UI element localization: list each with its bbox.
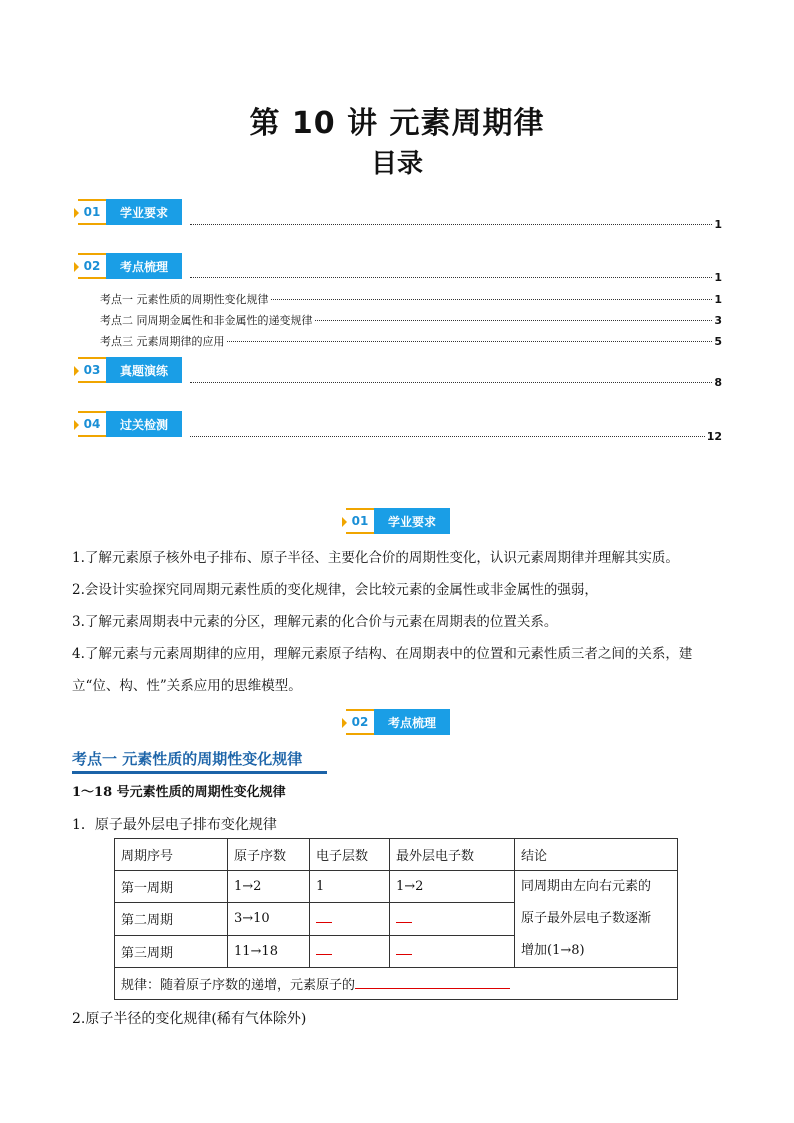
table-cell <box>390 903 515 935</box>
point-heading: 考点一 元素性质的周期性变化规律 <box>72 750 303 768</box>
toc-page: 1 <box>714 218 722 231</box>
fill-blank[interactable] <box>316 911 332 923</box>
table-header-cell: 原子序数 <box>228 839 310 871</box>
toc-subentry-label: 考点一 元素性质的周期性变化规律 <box>100 293 269 306</box>
toc-badge-final-check[interactable] <box>78 411 182 437</box>
toc-subentry-label: 考点三 元素周期律的应用 <box>100 335 225 348</box>
requirement-item: 1.了解元素原子核外电子排布、原子半径、主要化合价的周期性变化，认识元素周期律并理解其实质。 <box>72 550 679 566</box>
section-badge-review <box>346 709 450 735</box>
toc-page: 1 <box>714 271 722 284</box>
toc-heading: 目录 <box>370 149 423 179</box>
badge-label: 学业要求 <box>374 508 450 534</box>
electron-arrangement-table <box>114 838 678 1000</box>
requirement-item: 3.了解元素周期表中元素的分区，理解元素的化合价与元素在周期表的位置关系。 <box>72 614 558 630</box>
toc-subentry-label: 考点二 同周期金属性和非金属性的递变规律 <box>100 314 313 327</box>
badge-number: 04 <box>78 411 106 437</box>
badge-number: 02 <box>346 709 374 735</box>
table-row <box>115 871 678 903</box>
table-header-row <box>115 839 678 871</box>
dot-leader <box>315 320 713 321</box>
toc-subentry-1[interactable] <box>100 291 722 307</box>
toc-page: 3 <box>714 314 722 327</box>
table-cell: 第三周期 <box>115 935 228 967</box>
table-cell <box>310 935 390 967</box>
conclusion-line: 同周期由左向右元素的 <box>521 879 652 894</box>
toc-page: 1 <box>714 293 722 306</box>
toc-badge-exam-practice[interactable] <box>78 357 182 383</box>
badge-label: 学业要求 <box>106 199 182 225</box>
conclusion-cell <box>515 871 678 968</box>
toc-page: 8 <box>714 376 722 389</box>
badge-number: 02 <box>78 253 106 279</box>
badge-number: 01 <box>346 508 374 534</box>
dot-leader <box>271 299 713 300</box>
sub-heading: 1～18 号元素性质的周期性变化规律 <box>72 785 286 800</box>
dot-leader <box>190 224 712 225</box>
dot-leader <box>190 382 712 383</box>
heading-underline <box>72 771 327 774</box>
table-cell: 第二周期 <box>115 903 228 935</box>
table-cell <box>390 935 515 967</box>
dot-leader <box>227 341 713 342</box>
conclusion-line: 增加(1→8) <box>521 943 585 958</box>
badge-label: 考点梳理 <box>374 709 450 735</box>
toc-badge-review[interactable] <box>78 253 182 279</box>
table-cell: 1→2 <box>228 871 310 903</box>
toc-page: 12 <box>706 430 722 443</box>
toc-entry-final-check[interactable] <box>188 430 722 443</box>
toc-entry-requirements[interactable] <box>188 218 722 231</box>
toc-entry-review[interactable] <box>188 271 722 284</box>
table-rule-row <box>115 968 678 1000</box>
table-cell <box>310 903 390 935</box>
toc-entry-exam-practice[interactable] <box>188 376 722 389</box>
table-cell: 1→2 <box>390 871 515 903</box>
toc-subentry-2[interactable] <box>100 312 722 328</box>
badge-label: 真题演练 <box>106 357 182 383</box>
toc-page: 5 <box>714 335 722 348</box>
item-heading-1: 1．原子最外层电子排布变化规律 <box>72 817 277 833</box>
toc-subentry-3[interactable] <box>100 333 722 349</box>
fill-blank[interactable] <box>396 911 412 923</box>
table-cell: 1 <box>310 871 390 903</box>
item-heading-2: 2.原子半径的变化规律(稀有气体除外) <box>72 1011 307 1027</box>
dot-leader <box>190 277 712 278</box>
table-header-cell: 电子层数 <box>310 839 390 871</box>
badge-label: 考点梳理 <box>106 253 182 279</box>
section-badge-requirements <box>346 508 450 534</box>
table-cell: 11→18 <box>228 935 310 967</box>
rule-text: 规律：随着原子序数的递增，元素原子的 <box>121 978 356 993</box>
table-header-cell: 周期序号 <box>115 839 228 871</box>
table-header-cell: 最外层电子数 <box>390 839 515 871</box>
fill-blank[interactable] <box>316 943 332 955</box>
conclusion-line: 原子最外层电子数逐渐 <box>521 911 652 926</box>
requirement-item: 2.会设计实验探究同周期元素性质的变化规律，会比较元素的金属性或非金属性的强弱， <box>72 582 598 598</box>
table-cell: 3→10 <box>228 903 310 935</box>
page-title: 第 10 讲 元素周期律 <box>249 106 545 141</box>
badge-number: 03 <box>78 357 106 383</box>
table-cell: 第一周期 <box>115 871 228 903</box>
badge-label: 过关检测 <box>106 411 182 437</box>
table-header-cell: 结论 <box>515 839 678 871</box>
toc-badge-requirements[interactable] <box>78 199 182 225</box>
dot-leader <box>190 436 705 437</box>
requirement-item: 4.了解元素与元素周期律的应用，理解元素原子结构、在周期表中的位置和元素性质三者之间的关系，建立“位、构、性”关系应用的思维模型。 <box>72 646 693 694</box>
fill-blank[interactable] <box>396 943 412 955</box>
fill-blank[interactable] <box>355 977 510 989</box>
badge-number: 01 <box>78 199 106 225</box>
rule-cell <box>115 968 678 1000</box>
